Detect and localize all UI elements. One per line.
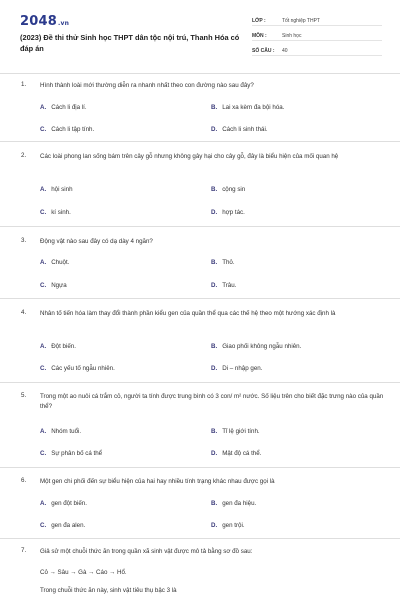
option-d[interactable] [211, 450, 261, 457]
question-text: Trong một ao nuôi cá trắm cỏ, người ta tính được trung bình có 3 con/ m² nước. Số liệu trên cho biết đặc trưng nào của quần thể? [40, 393, 384, 410]
option-d[interactable] [211, 282, 236, 289]
logo-text: 2048 [20, 14, 57, 29]
meta-row-subject [252, 28, 382, 41]
divider [0, 226, 400, 227]
question-number: 5. [21, 392, 27, 399]
option-letter: C. [40, 450, 47, 457]
option-b[interactable] [211, 500, 256, 507]
option-letter: C. [40, 126, 47, 133]
option-d[interactable] [211, 522, 245, 529]
site-logo[interactable] [20, 14, 69, 29]
option-text: Cách li sinh thái. [222, 126, 268, 133]
meta-value: Tốt nghiệp THPT [282, 18, 320, 24]
option-c[interactable] [40, 365, 115, 372]
option-c[interactable] [40, 126, 94, 133]
question-text: Hình thành loài mới thường diễn ra nhanh nhất theo con đường nào sau đây? [40, 82, 254, 89]
question-number: 2. [21, 152, 27, 159]
option-text: Trâu. [222, 282, 237, 289]
option-text: hợp tác. [222, 209, 245, 216]
option-letter: A. [40, 104, 47, 111]
option-b[interactable] [211, 259, 235, 266]
option-text: gen đa alen. [51, 522, 86, 529]
question-text: Giả sử một chuỗi thức ăn trong quần xã sinh vật được mô tả bằng sơ đồ sau: [40, 548, 253, 555]
meta-row-class [252, 13, 382, 26]
option-letter: D. [211, 282, 218, 289]
option-text: hội sinh [51, 186, 73, 193]
option-letter: C. [40, 365, 47, 372]
document-meta [252, 13, 382, 58]
option-letter: A. [40, 500, 47, 507]
divider [0, 467, 400, 468]
option-text: Cách li địa lí. [51, 104, 87, 111]
option-d[interactable] [211, 126, 268, 133]
option-b[interactable] [211, 343, 301, 350]
option-text: cộng sin [222, 186, 246, 193]
option-text: kí sinh. [51, 209, 71, 216]
option-letter: D. [211, 365, 218, 372]
divider [0, 73, 400, 74]
meta-value: Sinh học [282, 33, 302, 39]
meta-key: MÔN : [252, 33, 267, 39]
option-letter: B. [211, 343, 218, 350]
option-a[interactable] [40, 104, 87, 111]
option-text: Thỏ. [222, 259, 235, 266]
option-letter: D. [211, 209, 218, 216]
option-a[interactable] [40, 259, 69, 266]
question-text: Một gen chi phối đến sự biểu hiện của hai hay nhiều tính trạng khác nhau được gọi là [40, 478, 275, 485]
option-a[interactable] [40, 343, 76, 350]
option-letter: A. [40, 186, 47, 193]
option-letter: B. [211, 500, 218, 507]
food-chain-text: Cỏ → Sâu → Gà → Cáo → Hổ. [40, 569, 127, 576]
option-text: Đột biến. [51, 343, 76, 350]
question-number: 4. [21, 309, 27, 316]
option-letter: B. [211, 104, 218, 111]
question-text: Nhân tố tiến hóa làm thay đổi thành phần kiểu gen của quần thể qua các thế hệ theo một hướng xác định là [40, 310, 336, 317]
option-letter: C. [40, 522, 47, 529]
option-text: Các yếu tố ngẫu nhiên. [51, 365, 115, 372]
option-b[interactable] [211, 428, 260, 435]
option-letter: D. [211, 522, 218, 529]
option-letter: A. [40, 343, 47, 350]
option-c[interactable] [40, 282, 67, 289]
option-letter: C. [40, 209, 47, 216]
option-letter: B. [211, 259, 218, 266]
header [0, 0, 400, 64]
option-letter: C. [40, 282, 47, 289]
meta-row-count [252, 43, 382, 56]
option-b[interactable] [211, 104, 284, 111]
divider [0, 141, 400, 142]
option-text: Di – nhập gen. [222, 365, 263, 372]
question-followup-text: Trong chuỗi thức ăn này, sinh vật tiêu thụ bậc 3 là [40, 587, 177, 594]
option-letter: D. [211, 450, 218, 457]
question-number: 7. [21, 547, 27, 554]
question-number: 1. [21, 81, 27, 88]
option-letter: B. [211, 186, 218, 193]
question-number: 6. [21, 477, 27, 484]
option-d[interactable] [211, 209, 245, 216]
option-text: Mật độ cá thể. [222, 450, 262, 457]
option-a[interactable] [40, 428, 81, 435]
option-c[interactable] [40, 522, 85, 529]
option-a[interactable] [40, 186, 73, 193]
document-title: (2023) Đề thi thử Sinh học THPT dân tộc nội trú, Thanh Hóa có đáp án [20, 33, 240, 53]
option-b[interactable] [211, 186, 245, 193]
logo-suffix: .vn [57, 20, 70, 27]
divider [0, 382, 400, 383]
option-c[interactable] [40, 450, 102, 457]
option-text: Cách li tập tính. [51, 126, 95, 133]
option-letter: A. [40, 428, 47, 435]
question-text: Các loài phong lan sống bám trên cây gỗ nhưng không gây hại cho cây gỗ, đây là biểu hiện của mối quan hệ [40, 153, 339, 160]
option-text: gen đa hiệu. [222, 500, 257, 507]
option-text: gen đột biến. [51, 500, 87, 507]
option-text: Giao phối không ngẫu nhiên. [222, 343, 302, 350]
question-text: Động vật nào sau đây có dạ dày 4 ngăn? [40, 238, 153, 245]
option-text: Lai xa kèm đa bội hóa. [222, 104, 285, 111]
meta-value: 40 [282, 48, 288, 54]
option-d[interactable] [211, 365, 262, 372]
meta-key: SỐ CÂU : [252, 48, 275, 54]
option-text: Ngựa [51, 282, 67, 289]
option-text: Sự phân bố cá thể [51, 450, 103, 457]
option-c[interactable] [40, 209, 71, 216]
option-text: Chuột. [51, 259, 70, 266]
question-number: 3. [21, 237, 27, 244]
option-text: Tỉ lệ giới tính. [222, 428, 260, 435]
divider [0, 538, 400, 539]
meta-key: LỚP : [252, 18, 266, 24]
option-text: Nhóm tuổi. [51, 428, 82, 435]
option-letter: B. [211, 428, 218, 435]
option-text: gen trội. [222, 522, 245, 529]
option-letter: A. [40, 259, 47, 266]
divider [0, 298, 400, 299]
option-letter: D. [211, 126, 218, 133]
option-a[interactable] [40, 500, 87, 507]
